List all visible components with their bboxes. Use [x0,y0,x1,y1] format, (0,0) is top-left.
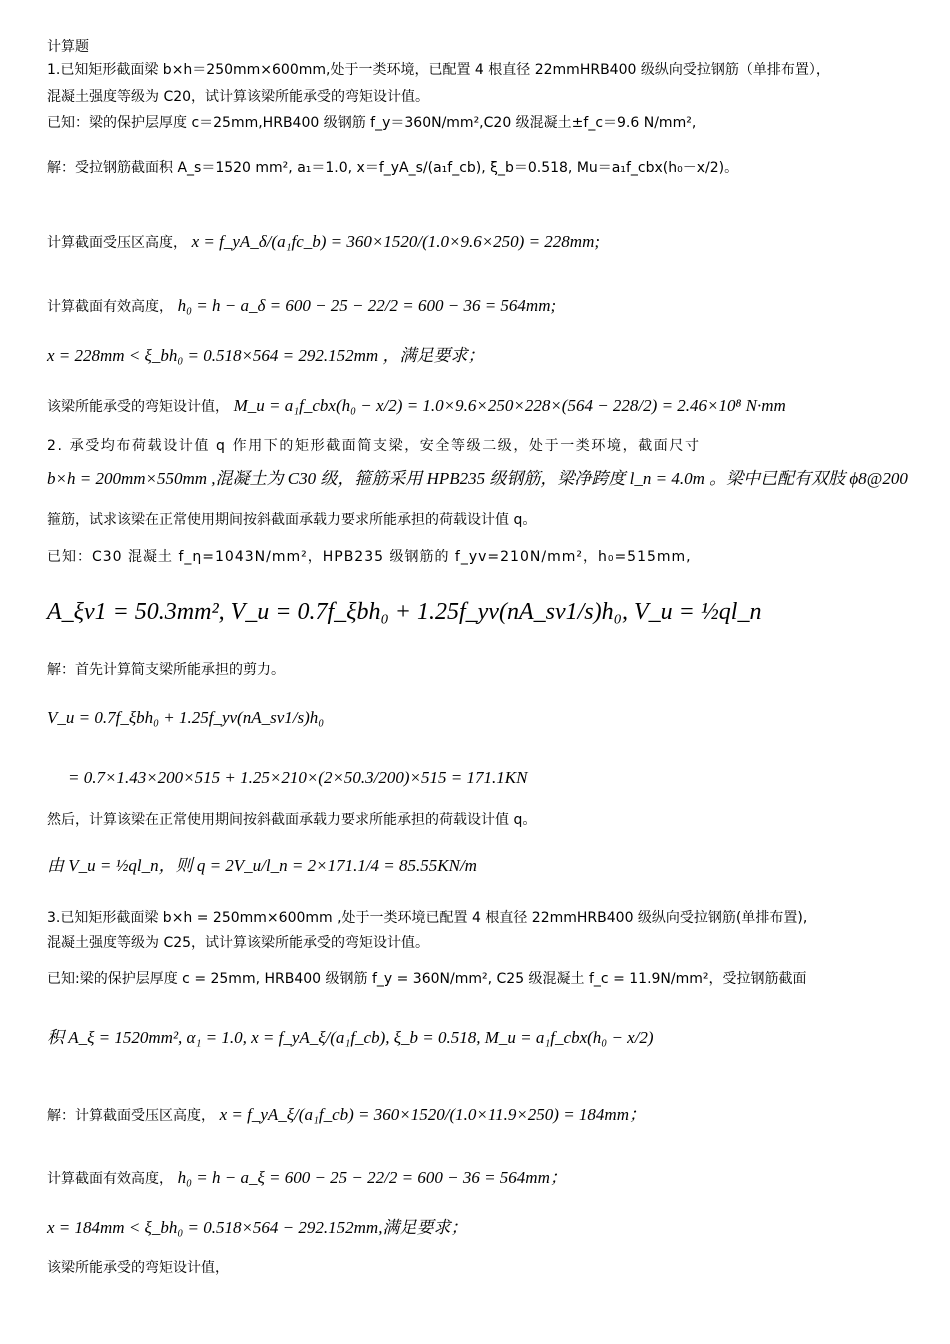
p3-line1 [47,908,807,928]
p3-known: 已知:梁的保护层厚度 c = 25mm, HRB400 级钢筋 f_y = 360N/mm², C25 级混凝土 f_c = 11.9N/mm²，受拉钢筋截面 [47,971,807,987]
p1-step-x [47,232,600,253]
p1-step-h0-label: 计算截面有效高度， [47,299,173,315]
p2-q-eq-text: 由 V_u = ½ql_n，则 q = 2V_u/l_n = 2×171.1/4 = 85.55KN/m [47,856,477,875]
p2-vu-eq [47,708,324,729]
p1-line1: 1.已知矩形截面梁 b×h＝250mm×600mm,处于一类环境，已配置 4 根直径 22mmHRB400 级纵向受拉钢筋（单排布置）， [47,62,830,78]
p2-then: 然后，计算该梁在正常使用期间按斜截面承载力要求所能承担的荷载设计值 q。 [47,812,537,828]
p1-step-h0-eq: h₀ = h − a_δ = 600 − 25 − 22/2 = 600 − 36 = 564mm; [177,296,557,315]
p1-step-x-label: 计算截面受压区高度， [47,235,187,251]
p2-formulas [47,599,762,625]
p2-line1: 2. 承受均布荷载设计值 q 作用下的矩形截面简支梁，安全等级二级，处于一类环境，截面尺寸 [47,438,701,454]
p3-step-x-label: 解：计算截面受压区高度， [47,1108,215,1124]
p2-known [47,547,692,567]
p1-known: 已知：梁的保护层厚度 c＝25mm,HRB400 级钢筋 f_y＝360N/mm²,C20 级混凝土±f_c＝9.6 N/mm², [47,115,697,131]
p2-vu-num [68,768,527,789]
p1-step-x-eq: x = f_yA_δ/(a₁fc_b) = 360×1520/(1.0×9.6×250) = 228mm; [191,232,601,251]
page-title: 计算题 [47,39,89,55]
p3-check: x = 184mm < ξ_bh₀ = 0.518×564 − 292.152mm,满足要求； [47,1218,468,1237]
p3-line1-text: 3.已知矩形截面梁 b×h = 250mm×600mm ,处于一类环境已配置 4 根直径 22mmHRB400 级纵向受拉钢筋(单排布置), [47,910,808,926]
p2-vu-eq-text: V_u = 0.7f_ξbh₀ + 1.25f_yv(nA_sv1/s)h₀ [47,708,325,727]
p1-moment [47,396,786,417]
p3-step-h0-eq: h₀ = h − a_ξ = 600 − 25 − 22/2 = 600 − 36 = 564mm； [177,1168,567,1187]
p3-area-text: 积 A_ξ = 1520mm², α₁ = 1.0, x = f_yA_ξ/(a₁f_cb), ξ_b = 0.518, M_u = a₁f_cbx(h₀ − x/2) [47,1028,654,1047]
p1-moment-label: 该梁所能承受的弯矩设计值， [47,399,229,415]
p2-q-eq [47,856,477,877]
p1-step-h0 [47,296,556,317]
p1-line2: 混凝土强度等级为 C20，试计算该梁所能承受的弯矩设计值。 [47,89,430,105]
p2-vu-num-text: = 0.7×1.43×200×515 + 1.25×210×(2×50.3/200)×515 = 171.1KN [68,768,528,787]
p2-line3: 箍筋，试求该梁在正常使用期间按斜截面承载力要求所能承担的荷载设计值 q。 [47,512,537,528]
p2-line2 [47,469,908,490]
p1-moment-eq: M_u = a₁f_cbx(h₀ − x/2) = 1.0×9.6×250×228×(564 − 228/2) = 2.46×10⁸ N·mm [233,396,786,415]
p2-line2-text: b×h = 200mm×550mm ,混凝土为 C30 级，箍筋采用 HPB235 级钢筋，梁净跨度 l_n = 4.0m 。梁中已配有双肢 ϕ8@200 [47,469,908,488]
p2-sol-intro: 解：首先计算简支梁所能承担的剪力。 [47,662,285,678]
p3-step-x-eq: x = f_yA_ξ/(a₁f_cb) = 360×1520/(1.0×11.9×250) = 184mm； [219,1105,646,1124]
p3-step-x [47,1105,646,1126]
p2-formulas-text: A_ξv1 = 50.3mm², V_u = 0.7f_ξbh₀ + 1.25f_yv(nA_sv1/s)h₀, V_u = ½ql_n [47,599,762,625]
p3-step-h0-label: 计算截面有效高度， [47,1171,173,1187]
p1-solution: 解：受拉钢筋截面积 A_s＝1520 mm², a₁＝1.0, x＝f_yA_s/(a₁f_cb), ξ_b＝0.518, Mu＝a₁f_cbx(h₀－x/2)。 [47,160,739,176]
p3-step-h0 [47,1168,567,1189]
p3-line2: 混凝土强度等级为 C25，试计算该梁所能承受的弯矩设计值。 [47,935,430,951]
p3-area [47,1028,654,1049]
p1-check: x = 228mm < ξ_bh₀ = 0.518×564 = 292.152mm ，满足要求； [47,346,485,365]
p2-known-text: 已知：C30 混凝土 f_η=1043N/mm²，HPB235 级钢筋的 f_yv=210N/mm²，h₀=515mm, [47,549,692,565]
p3-moment-label: 该梁所能承受的弯矩设计值， [47,1260,229,1276]
